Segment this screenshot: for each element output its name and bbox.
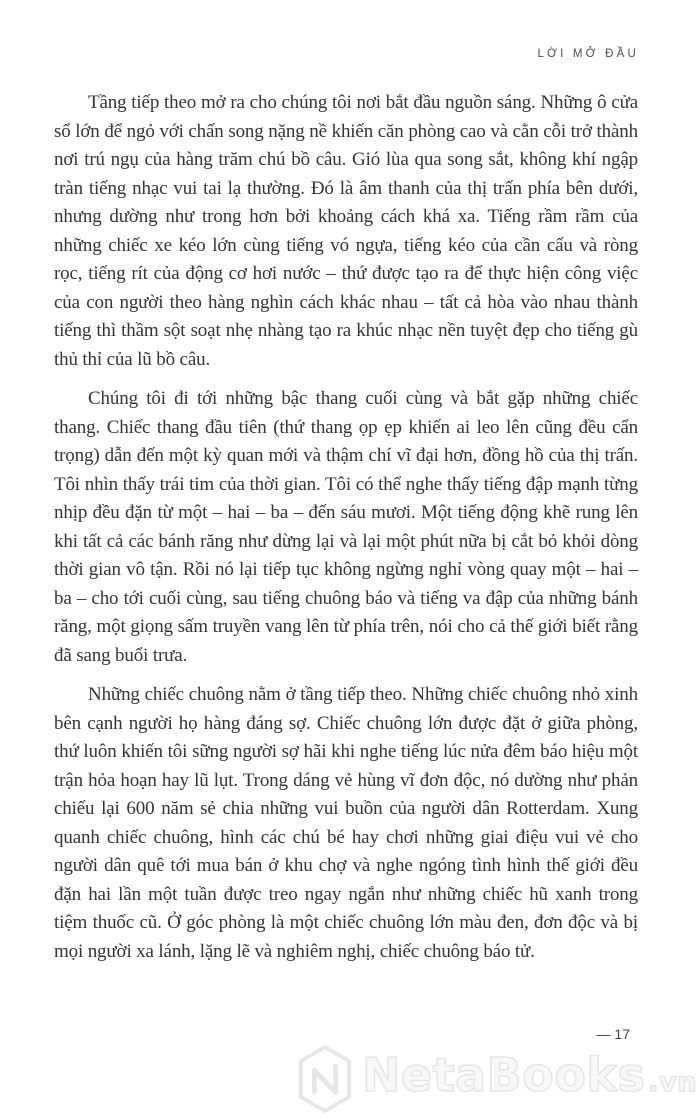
watermark-brand-text: NetaBooks .vn: [361, 1048, 697, 1102]
body-text-block: [54, 89, 638, 977]
page-number: — 17: [596, 1026, 630, 1042]
netabooks-hexagon-n-logo-icon: [296, 1044, 354, 1114]
paragraph-2: Chúng tôi đi tới những bậc thang cuối cùng và bắt gặp những chiếc thang. Chiếc thang đầu tiên (thứ thang ọp ẹp khiến ai leo lên cũng đều cẩn trọng) dẫn đến một kỳ quan mới và thậm chí vĩ đại hơn, đồng hồ của thị trấn. Tôi nhìn thấy trái tim của thời gian. Tôi có thể nghe thấy tiếng đập mạnh từng nhịp đều đặn từ một – hai – ba – đến sáu mươi. Một tiếng động khẽ rung lên khi tất cả các bánh răng như dừng lại và lại một phút nữa bị cắt bỏ khỏi dòng thời gian vô tận. Rồi nó lại tiếp tục không ngừng nghỉ vòng quay một – hai – ba – cho tới cuối cùng, sau tiếng chuông báo và tiếng va đập của những bánh răng, một giọng sấm truyền vang lên từ phía trên, nói cho cả thế giới biết rằng đã sang buổi trưa.: [54, 388, 638, 666]
netabooks-watermark: [296, 1040, 697, 1118]
running-header: LỜI MỞ ĐẦU: [537, 48, 639, 60]
paragraph-3: Những chiếc chuông nằm ở tầng tiếp theo. Những chiếc chuông nhỏ xinh bên cạnh người họ hàng đáng sợ. Chiếc chuông lớn được đặt ở giữa phòng, thứ luôn khiến tôi sững người sợ hãi khi nghe tiếng lúc nửa đêm báo hiệu một trận hỏa hoạn hay lũ lụt. Trong dáng vẻ hùng vĩ đơn độc, nó dường như phản chiếu lại 600 năm sẻ chia những vui buồn của người dân Rotterdam. Xung quanh chiếc chuông, hình các chú bé hay chơi những giai điệu vui vẻ cho người dân quê tới mua bán ở khu chợ và nghe ngóng tình hình thế giới đều đặn hai lần một tuần được treo ngay ngắn như những chiếc hũ xanh trong tiệm thuốc cũ. Ở góc phòng là một chiếc chuông lớn màu đen, đơn độc và bị mọi người xa lánh, lặng lẽ và nghiêm nghị, chiếc chuông báo tử.: [54, 684, 638, 962]
watermark-tld-text: .vn: [648, 1067, 697, 1098]
paragraph-1: Tầng tiếp theo mở ra cho chúng tôi nơi bắt đầu nguồn sáng. Những ô cửa sổ lớn để ngỏ với chấn song nặng nề khiến căn phòng cao và cằn cỗi trở thành nơi trú ngụ của hàng trăm chú bồ câu. Gió lùa qua song sắt, không khí ngập tràn tiếng nhạc vui tai lạ thường. Đó là âm thanh của thị trấn phía bên dưới, nhưng dường như trong hơn bởi khoảng cách khá xa. Tiếng rầm rầm của những chiếc xe kéo lớn cùng tiếng vó ngựa, tiếng kéo của cần cẩu và ròng rọc, tiếng rít của động cơ hơi nước – thứ được tạo ra để thực hiện công việc của con người theo hàng nghìn cách khác nhau – tất cả hòa vào nhau thành tiếng thì thầm sột soạt nhẹ nhàng tạo ra khúc nhạc nền tuyệt đẹp cho tiếng gù thủ thỉ của lũ bồ câu.: [54, 92, 638, 370]
